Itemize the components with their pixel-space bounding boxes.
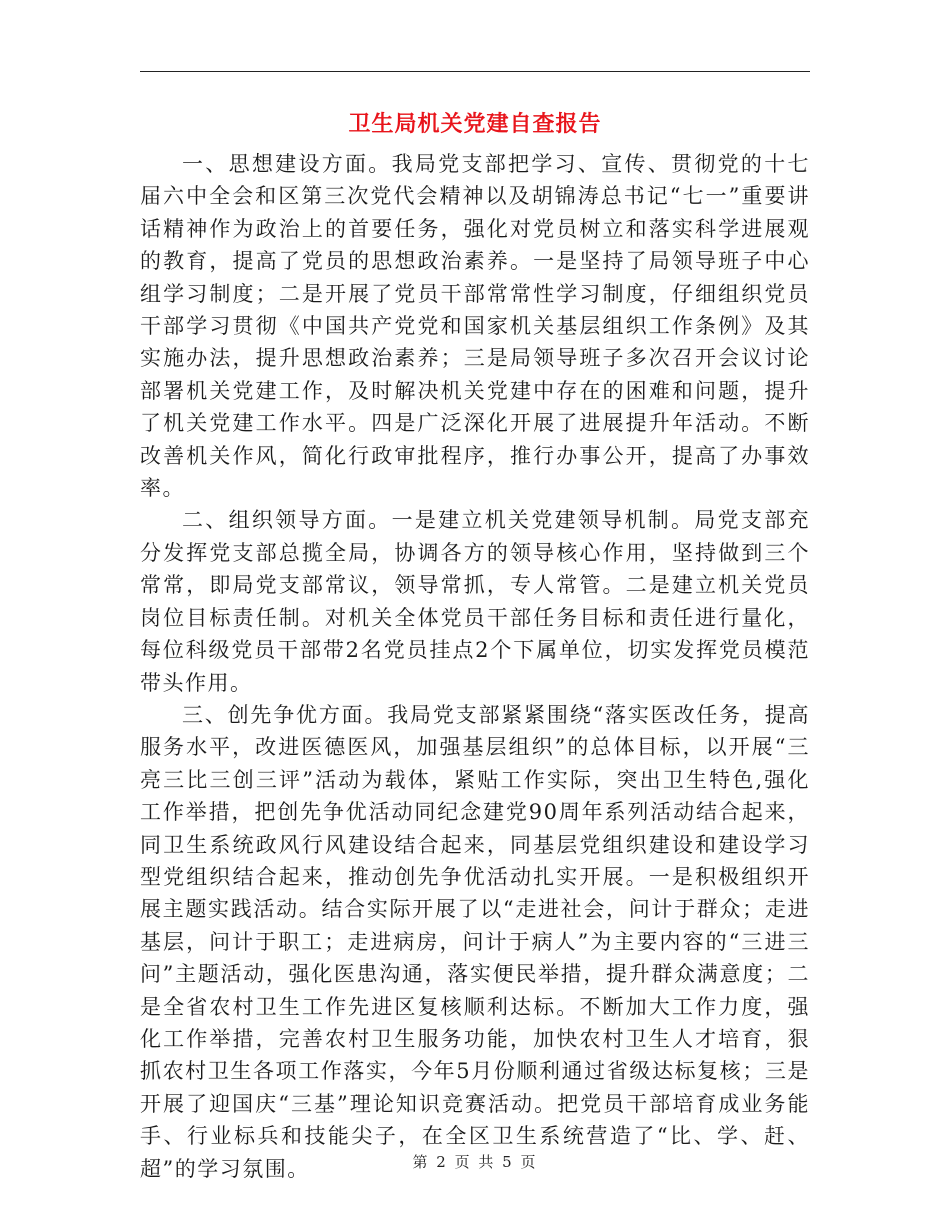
header-rule (140, 71, 810, 72)
document-title: 卫生局机关党建自查报告 (348, 112, 602, 137)
paragraph-excellence: 三、创先争优方面。我局党支部紧紧围绕“落实医改任务，提高服务水平，改进医德医风，加强基层组织”的总体目标，以开展“三亮三比三创三评”活动为载体，紧贴工作实际，突出卫生特色,强化工作举措，把创先争优活动同纪念建党90周年系列活动结合起来，同卫生系统政风行风建设结合起来，同基层党组织建设和建设学习型党组织结合起来，推动创先争优活动扎实开展。一是积极组织开展主题实践活动。结合实际开展了以“走进社会，问计于群众；走进基层，问计于职工；走进病房，问计于病人”为主要内容的“三进三问”主题活动，强化医患沟通，落实便民举措，提升群众满意度；二是全省农村卫生工作先进区复核顺利达标。不断加大工作力度，强化工作举措，完善农村卫生服务功能，加快农村卫生人才培育，狠抓农村卫生各项工作落实，今年5月份顺利通过省级达标复核；三是开展了迎国庆“三基”理论知识竞赛活动。把党员干部培育成业务能手、行业标兵和技能尖子，在全区卫生系统营造了“比、学、赶、超”的学习氛围。 (140, 702, 810, 1181)
page-number-footer: 第 2 页 共 5 页 (412, 1153, 538, 1171)
document-body (140, 148, 810, 1185)
paragraph-organization: 二、组织领导方面。一是建立机关党建领导机制。局党支部充分发挥党支部总揽全局，协调各方的领导核心作用，坚持做到三个常常，即局党支部常议，领导常抓，专人常管。二是建立机关党员岗位目标责任制。对机关全体党员干部任务目标和责任进行量化，每位科级党员干部带2名党员挂点2个下属单位，切实发挥党员模范带头作用。 (140, 508, 810, 695)
paragraph-ideology: 一、思想建设方面。我局党支部把学习、宣传、贯彻党的十七届六中全会和区第三次党代会精神以及胡锦涛总书记“七一”重要讲话精神作为政治上的首要任务，强化对党员树立和落实科学进展观的教育，提高了党员的思想政治素养。一是坚持了局领导班子中心组学习制度；二是开展了党员干部常常性学习制度，仔细组织党员干部学习贯彻《中国共产党党和国家机关基层组织工作条例》及其实施办法，提升思想政治素养；三是局领导班子多次召开会议讨论部署机关党建工作，及时解决机关党建中存在的困难和问题，提升了机关党建工作水平。四是广泛深化开展了进展提升年活动。不断改善机关作风，简化行政审批程序，推行办事公开，提高了办事效率。 (140, 152, 810, 501)
